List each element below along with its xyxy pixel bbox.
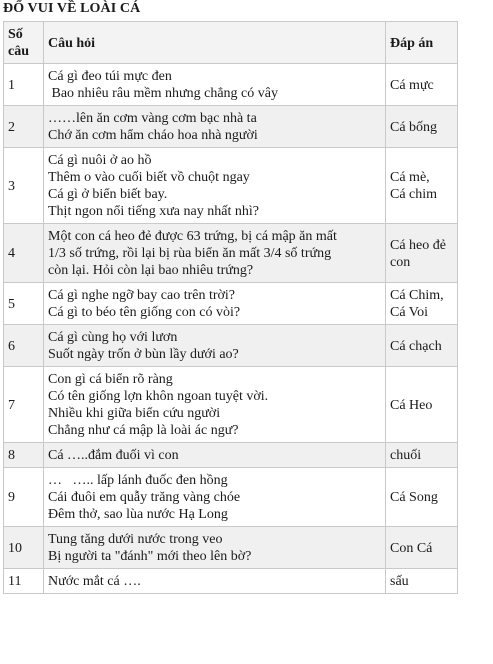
answer-line: chuối [390,448,422,463]
table-row [4,106,458,148]
table-row [4,148,458,224]
question-line: Có tên giống lợn khôn ngoan tuyệt vời. [48,389,269,404]
question-line: Chớ ăn cơm hẩm cháo hoa nhà người [48,128,258,143]
question-line: … ….. lấp lánh đuốc đen hồng [48,473,228,488]
answer-line: Cá mực [390,77,434,93]
question-line: Suốt ngày trốn ở bùn lầy dưới ao? [48,347,239,362]
answer-cell [386,367,458,443]
answer-line: Cá Song [390,490,438,505]
header-answer: Đáp án [386,22,458,64]
answer-line: Cá bống [390,119,438,135]
question-line: Cá gì to béo tên giống con có vòi? [48,305,241,320]
answer-line: Con Cá [390,540,433,556]
page-title: ĐỐ VUI VỀ LOÀI CÁ [3,1,141,16]
answer-line: Cá Chim, [390,288,444,303]
answer-line: Cá chạch [390,338,442,354]
answer-line: Cá Heo [390,397,433,413]
question-line: Cá gì đeo túi mực đen [48,69,172,84]
question-cell [44,569,386,594]
question-line: Cá …..đắm đuối vì con [48,448,179,463]
answer-line: con [390,254,411,270]
answer-cell [386,325,458,367]
question-cell [44,106,386,148]
answer-cell [386,443,458,468]
row-number: 5 [4,283,44,325]
question-line: Con gì cá biển rõ ràng [48,372,173,387]
answer-cell [386,148,458,224]
question-cell [44,468,386,527]
table-row [4,283,458,325]
riddle-table [3,21,458,594]
row-number: 4 [4,224,44,283]
header-number: Số câu [4,22,44,64]
answer-cell [386,569,458,594]
answer-line: Cá chim [390,187,438,202]
question-line: Bao nhiêu râu mềm nhưng chẳng có vây [48,86,278,101]
question-line: Đêm thở, sao lùa nước Hạ Long [48,507,228,522]
table-row [4,468,458,527]
header-question: Câu hỏi [44,22,386,64]
question-line: Thịt ngon nổi tiếng xưa nay nhất nhì? [48,204,259,219]
row-number: 6 [4,325,44,367]
question-line: Nhiều khi giữa biển cứu người [48,406,221,421]
question-line: Nước mắt cá …. [48,574,141,589]
question-line: Cá gì nghe ngỡ bay cao trên trời? [48,288,236,303]
question-line: Cái đuôi em quẫy trăng vàng chóe [48,490,241,505]
table-body [4,64,458,594]
question-line: còn lại. Hỏi còn lại bao nhiêu trứng? [48,263,254,278]
answer-cell [386,468,458,527]
row-number: 1 [4,64,44,106]
table-row [4,527,458,569]
question-cell [44,148,386,224]
table-row [4,443,458,468]
question-cell [44,443,386,468]
question-line: Chẳng như cá mập là loài ác ngư? [48,423,239,438]
question-line: Bị người ta "đánh" mới theo lên bờ? [48,549,252,564]
question-line: ……lên ăn cơm vàng cơm bạc nhà ta [48,111,257,126]
table-row [4,367,458,443]
question-line: Thêm o vào cuối biết vồ chuột ngay [48,170,250,185]
answer-line: Cá heo đẻ [390,237,446,253]
answer-cell [386,283,458,325]
question-line: Cá gì cùng họ với lươn [48,330,178,345]
answer-cell [386,224,458,283]
question-cell [44,325,386,367]
row-number: 9 [4,468,44,527]
row-number: 2 [4,106,44,148]
answer-line: sấu [390,574,409,589]
question-cell [44,527,386,569]
answer-line: Cá Voi [390,305,428,320]
row-number: 3 [4,148,44,224]
table-row [4,569,458,594]
question-line: Cá gì ở biển biết bay. [48,187,168,202]
answer-line: Cá mè, [390,170,430,185]
row-number: 10 [4,527,44,569]
question-line: Tung tăng dưới nước trong veo [48,532,223,547]
row-number: 7 [4,367,44,443]
table-row [4,224,458,283]
question-line: 1/3 số trứng, rồi lại bị rùa biển ăn mất 3/4 số trứng [48,246,332,261]
question-cell [44,367,386,443]
row-number: 11 [4,569,44,594]
question-line: Cá gì nuôi ở ao hồ [48,153,152,168]
answer-cell [386,106,458,148]
row-number: 8 [4,443,44,468]
answer-cell [386,527,458,569]
question-cell [44,224,386,283]
question-line: Một con cá heo đẻ được 63 trứng, bị cá mập ăn mất [48,229,337,244]
table-header-row [4,22,458,64]
table-row [4,325,458,367]
question-cell [44,64,386,106]
question-cell [44,283,386,325]
table-row [4,64,458,106]
answer-cell [386,64,458,106]
